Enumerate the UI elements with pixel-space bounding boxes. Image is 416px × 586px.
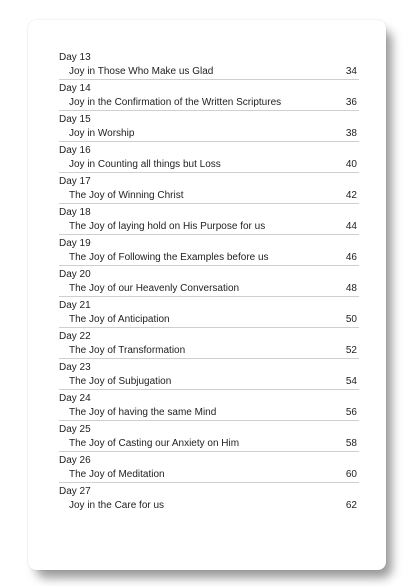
toc-entry-day-17 <box>59 175 357 206</box>
toc-day-label: Day 17 <box>59 176 91 187</box>
toc-page-number: 44 <box>345 221 357 232</box>
toc-entry-title: Joy in Worship <box>69 128 135 139</box>
toc-divider <box>59 172 359 173</box>
toc-page-number: 62 <box>345 500 357 511</box>
toc-day-label: Day 14 <box>59 83 91 94</box>
toc-divider <box>59 110 359 111</box>
toc-day-label: Day 15 <box>59 114 91 125</box>
toc-day-label: Day 21 <box>59 300 91 311</box>
toc-page-number: 42 <box>345 190 357 201</box>
toc-divider <box>59 451 359 452</box>
toc-divider <box>59 79 359 80</box>
toc-divider <box>59 234 359 235</box>
toc-entry-day-21 <box>59 299 357 330</box>
toc-entry-day-24 <box>59 392 357 423</box>
toc-day-label: Day 22 <box>59 331 91 342</box>
toc-entry-day-14 <box>59 82 357 113</box>
toc-divider <box>59 141 359 142</box>
toc-page-number: 48 <box>345 283 357 294</box>
toc-entry-title: The Joy of Following the Examples before us <box>69 252 269 263</box>
toc-entry-title: Joy in Counting all things but Loss <box>69 159 221 170</box>
toc-entry-day-13 <box>59 51 357 82</box>
toc-entry-day-15 <box>59 113 357 144</box>
toc-page-number: 58 <box>345 438 357 449</box>
toc-day-label: Day 20 <box>59 269 91 280</box>
toc-entry-day-25 <box>59 423 357 454</box>
toc-day-label: Day 16 <box>59 145 91 156</box>
toc-day-label: Day 23 <box>59 362 91 373</box>
toc-divider <box>59 296 359 297</box>
toc-day-label: Day 27 <box>59 486 91 497</box>
toc-page-number: 38 <box>345 128 357 139</box>
toc-page-number: 54 <box>345 376 357 387</box>
toc-day-label: Day 24 <box>59 393 91 404</box>
toc-entry-day-26 <box>59 454 357 485</box>
toc-entry-title: The Joy of Transformation <box>69 345 186 356</box>
toc-entry-title: The Joy of Winning Christ <box>69 190 184 201</box>
table-of-contents <box>59 51 357 516</box>
toc-divider <box>59 482 359 483</box>
toc-entry-title: Joy in the Confirmation of the Written Scriptures <box>69 97 282 108</box>
toc-entry-title: The Joy of Anticipation <box>69 314 170 325</box>
toc-page-number: 56 <box>345 407 357 418</box>
book-page <box>28 20 386 570</box>
toc-day-label: Day 26 <box>59 455 91 466</box>
toc-entry-title: The Joy of Subjugation <box>69 376 172 387</box>
toc-page-number: 50 <box>345 314 357 325</box>
toc-entry-title: Joy in Those Who Make us Glad <box>69 66 214 77</box>
toc-divider <box>59 203 359 204</box>
toc-page-number: 46 <box>345 252 357 263</box>
toc-divider <box>59 358 359 359</box>
toc-entry-day-16 <box>59 144 357 175</box>
toc-entry-day-18 <box>59 206 357 237</box>
toc-entry-title: The Joy of having the same Mind <box>69 407 217 418</box>
toc-entry-day-19 <box>59 237 357 268</box>
toc-divider <box>59 420 359 421</box>
toc-entry-day-22 <box>59 330 357 361</box>
toc-entry-title: The Joy of laying hold on His Purpose for us <box>69 221 266 232</box>
toc-divider <box>59 389 359 390</box>
toc-day-label: Day 25 <box>59 424 91 435</box>
toc-day-label: Day 13 <box>59 52 91 63</box>
toc-divider <box>59 265 359 266</box>
toc-page-number: 40 <box>345 159 357 170</box>
toc-day-label: Day 19 <box>59 238 91 249</box>
toc-page-number: 52 <box>345 345 357 356</box>
toc-day-label: Day 18 <box>59 207 91 218</box>
toc-page-number: 60 <box>345 469 357 480</box>
toc-entry-title: Joy in the Care for us <box>69 500 165 511</box>
toc-divider <box>59 327 359 328</box>
toc-page-number: 36 <box>345 97 357 108</box>
toc-page-number: 34 <box>345 66 357 77</box>
toc-entry-title: The Joy of Casting our Anxiety on Him <box>69 438 240 449</box>
toc-entry-day-27 <box>59 485 357 516</box>
toc-entry-title: The Joy of Meditation <box>69 469 165 480</box>
toc-entry-day-20 <box>59 268 357 299</box>
toc-entry-title: The Joy of our Heavenly Conversation <box>69 283 240 294</box>
toc-entry-day-23 <box>59 361 357 392</box>
